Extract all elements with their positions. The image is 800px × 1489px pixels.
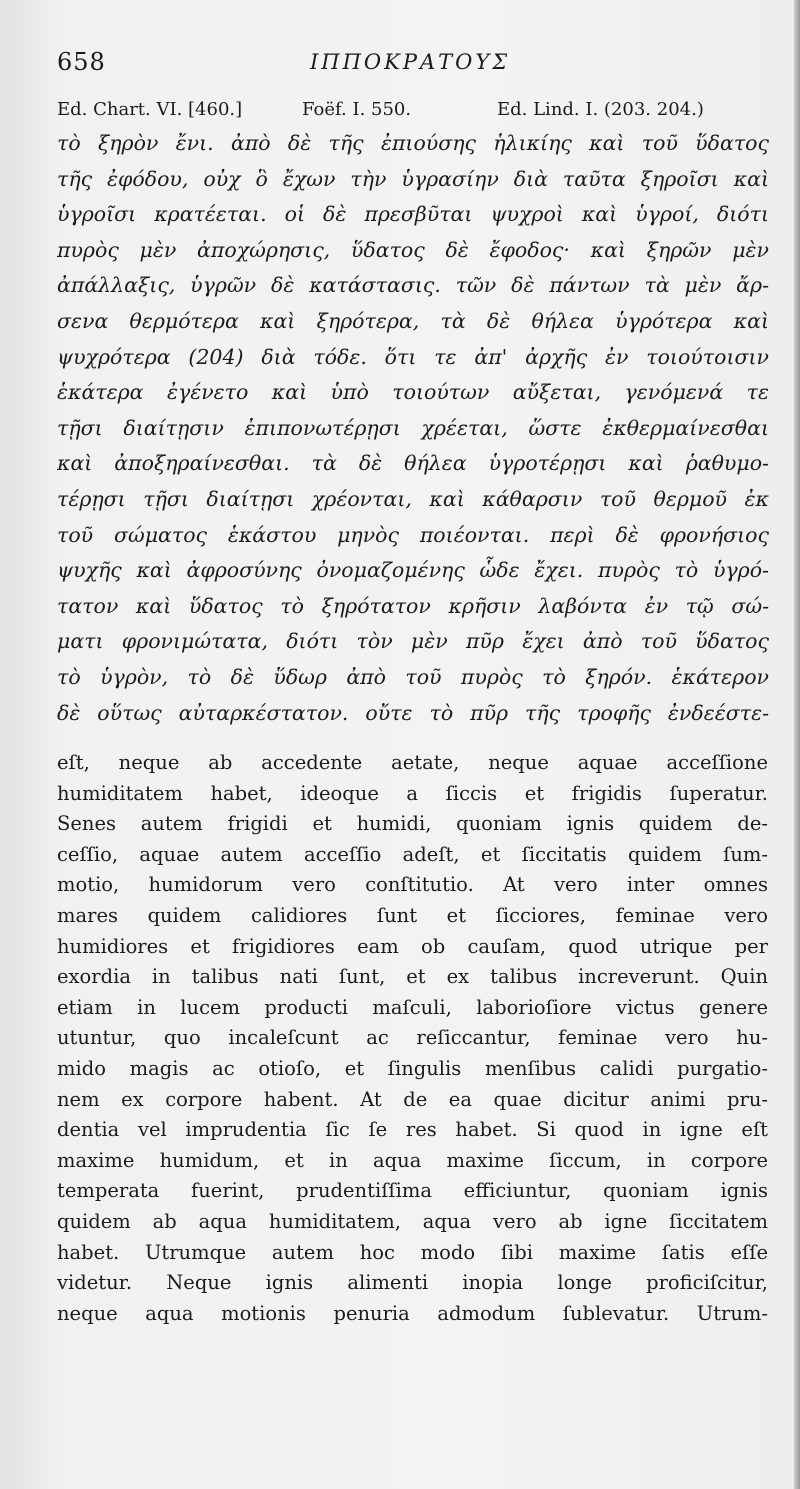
- greek-line: δὲ οὕτως αὐταρκέστατον. οὔτε τὸ πῦρ τῆς τροφῆς ἐνδεέστε-: [57, 700, 769, 725]
- latin-line: temperata fuerint, prudentiſſima efficiuntur, quoniam ignis: [57, 1179, 768, 1203]
- latin-line: motio, humidorum vero conſtitutio. At vero inter omnes: [57, 873, 768, 897]
- greek-line: τῆς ἐφόδου, οὐχ ὃ ἔχων τὴν ὑγρασίην διὰ ταῦτα ξηροῖσι καὶ: [57, 166, 769, 191]
- latin-line: etiam in lucem producti maſculi, laborioſiore victus genere: [57, 995, 768, 1019]
- greek-line: καὶ ἀποξηραίνεσθαι. τὰ δὲ θήλεα ὑγροτέρῃσι καὶ ῥαθυμο-: [57, 451, 769, 476]
- latin-line: mido magis ac otioſo, et ſingulis menſibus calidi purgatio-: [57, 1056, 768, 1080]
- greek-line: πυρὸς μὲν ἀποχώρησις, ὕδατος δὲ ἔφοδος· καὶ ξηρῶν μὲν: [57, 237, 769, 262]
- latin-line: maxime humidum, et in aqua maxime ſiccum, in corpore: [57, 1148, 768, 1172]
- latin-line: dentia vel imprudentia ſic ſe res habet. Si quod in igne eſt: [57, 1118, 768, 1142]
- running-title: ΙΠΠΟΚΡΑΤΟΥΣ: [310, 50, 511, 74]
- greek-text-block: [57, 126, 769, 731]
- greek-line: τοῦ σώματος ἑκάστου μηνὸς ποιέονται. περὶ δὲ φρονήσιος: [57, 522, 769, 547]
- greek-line: ἀπάλλαξις, ὑγρῶν δὲ κατάστασις. τῶν δὲ πάντων τὰ μὲν ἄρ-: [57, 273, 769, 298]
- latin-line: humiditatem habet, ideoque a ſiccis et frigidis ſuperatur.: [57, 781, 768, 805]
- page-edge: [794, 0, 800, 1489]
- latin-line: ceſſio, aquae autem acceſſio adeſt, et ſiccitatis quidem ſum-: [57, 842, 768, 866]
- greek-line: ψυχρότερα (204) διὰ τόδε. ὅτι τε ἀπ' ἀρχῆς ἐν τοιούτοισιν: [57, 344, 769, 369]
- latin-line: utuntur, quo incaleſcunt ac reſiccantur, feminae vero hu-: [57, 1026, 768, 1050]
- chartier-reference: Ed. Chart. VI. [460.]: [57, 99, 243, 120]
- latin-text-block: [57, 748, 768, 1329]
- greek-line: ἑκάτερα ἐγένετο καὶ ὑπὸ τοιούτων αὔξεται, γενόμενά τε: [57, 380, 769, 405]
- foesius-reference: Foëf. I. 550.: [302, 99, 412, 120]
- latin-line: eſt, neque ab accedente aetate, neque aquae acceſſione: [57, 751, 768, 774]
- latin-line: neque aqua motionis penuria admodum ſublevatur. Utrum-: [57, 1301, 768, 1325]
- latin-line: Senes autem frigidi et humidi, quoniam ignis quidem de-: [57, 812, 768, 836]
- greek-line: ψυχῆς καὶ ἀφροσύνης ὀνομαζομένης ὧδε ἔχει. πυρὸς τὸ ὑγρό-: [57, 558, 769, 583]
- latin-line: mares quidem calidiores ſunt et ſicciores, feminae vero: [57, 903, 768, 927]
- greek-line: τατον καὶ ὕδατος τὸ ξηρότατον κρῆσιν λαβόντα ἐν τῷ σώ-: [57, 593, 769, 618]
- latin-line: videtur. Neque ignis alimenti inopia longe proficiſcitur,: [57, 1271, 768, 1295]
- latin-line: habet. Utrumque autem hoc modo ſibi maxime ſatis eſſe: [57, 1240, 768, 1264]
- page-header: [57, 48, 767, 88]
- greek-line: τῇσι διαίτῃσιν ἐπιπονωτέρῃσι χρέεται, ὥστε ἐκθερμαίνεσθαι: [57, 415, 769, 440]
- greek-line: ματι φρονιμώτατα, διότι τὸν μὲν πῦρ ἔχει ἀπὸ τοῦ ὕδατος: [57, 629, 769, 654]
- linden-reference: Ed. Lind. I. (203. 204.): [497, 99, 704, 120]
- latin-line: quidem ab aqua humiditatem, aqua vero ab igne ſiccitatem: [57, 1209, 768, 1233]
- greek-line: σενα θερμότερα καὶ ξηρότερα, τὰ δὲ θήλεα ὑγρότερα καὶ: [57, 308, 769, 333]
- greek-line: τὸ ξηρὸν ἔνι. ἀπὸ δὲ τῆς ἐπιούσης ἡλικίης καὶ τοῦ ὕδατος: [57, 131, 769, 155]
- latin-line: nem ex corpore habent. At de ea quae dicitur animi pru-: [57, 1087, 768, 1111]
- greek-line: τέρῃσι τῇσι διαίτῃσι χρέονται, καὶ κάθαρσιν τοῦ θερμοῦ ἐκ: [57, 486, 769, 511]
- latin-line: humidiores et frigidiores eam ob cauſam, quod utrique per: [57, 934, 768, 958]
- latin-line: exordia in talibus nati ſunt, et ex talibus increverunt. Quin: [57, 965, 768, 989]
- page-number: 658: [57, 48, 106, 76]
- greek-line: τὸ ὑγρὸν, τὸ δὲ ὕδωρ ἀπὸ τοῦ πυρὸς τὸ ξηρόν. ἑκάτερον: [57, 664, 769, 689]
- greek-line: ὑγροῖσι κρατέεται. οἱ δὲ πρεσβῦται ψυχροὶ καὶ ὑγροί, διότι: [57, 202, 769, 227]
